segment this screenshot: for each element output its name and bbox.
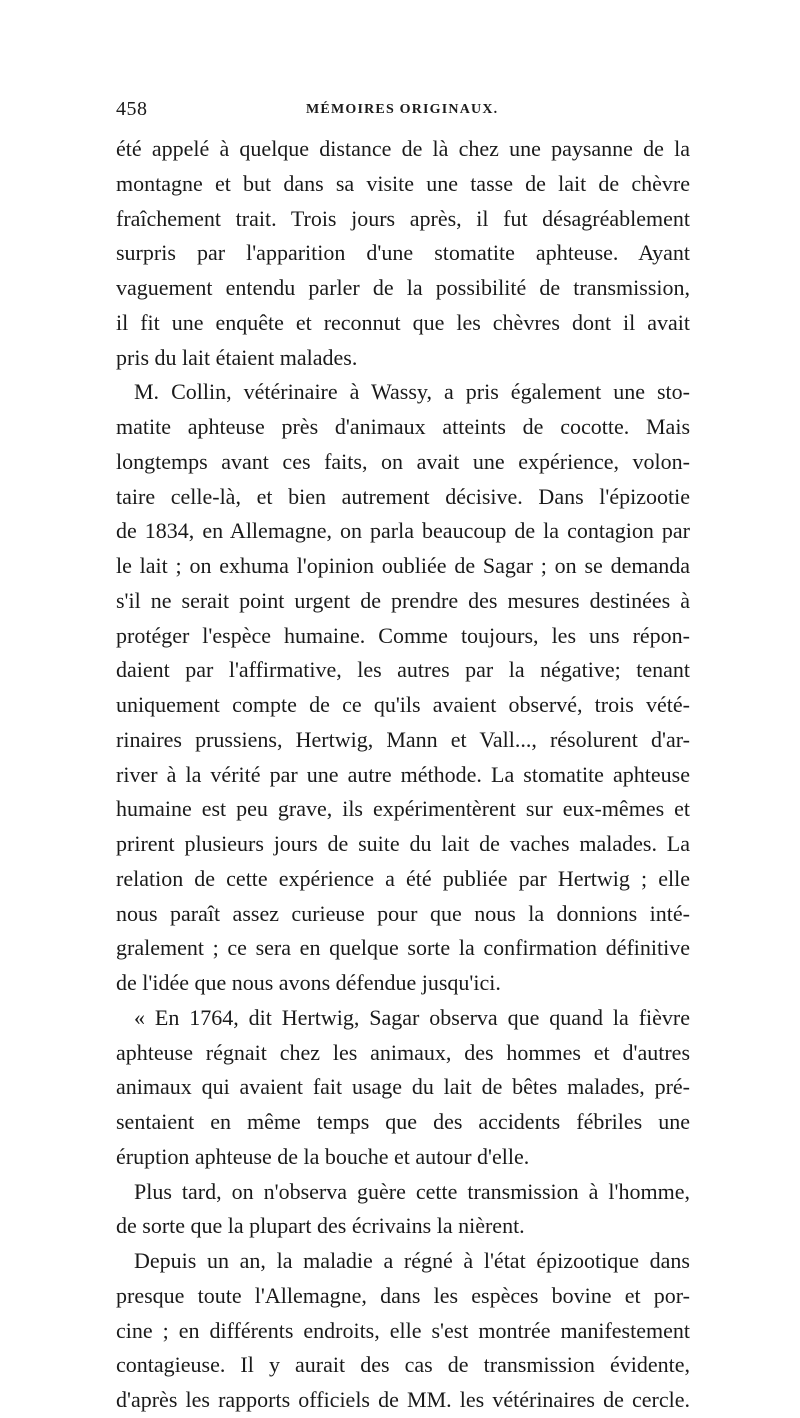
text-line: « En 1764, dit Hertwig, Sagar observa que quand la fièvre: [134, 1004, 690, 1030]
text-line: aphteuse régnait chez les animaux, des hommes et d'autres: [116, 1039, 690, 1065]
text-line: rinaires prussiens, Hertwig, Mann et Vall..., résolurent d'ar-: [116, 726, 690, 752]
text-line: le lait ; on exhuma l'opinion oubliée de Sagar ; on se demanda: [116, 553, 690, 578]
text-line: taire celle-là, et bien autrement décisive. Dans l'épizootie: [116, 483, 690, 509]
text-line: river à la vérité par une autre méthode. La stomatite aphteuse: [116, 761, 690, 787]
text-line: de 1834, en Allemagne, on parla beaucoup de la contagion par: [116, 518, 690, 544]
text-line: daient par l'affirmative, les autres par la négative; tenant: [116, 657, 690, 683]
text-line: fraîchement trait. Trois jours après, il fut désagréablement: [116, 205, 690, 231]
text-line: été appelé à quelque distance de là chez une paysanne de la: [116, 136, 690, 161]
text-line: longtemps avant ces faits, on avait une expérience, volon-: [116, 448, 690, 474]
text-line: prirent plusieurs jours de suite du lait de vaches malades. La: [116, 831, 690, 856]
text-line: relation de cette expérience a été publiée par Hertwig ; elle: [116, 865, 690, 891]
running-head: MÉMOIRES ORIGINAUX.: [306, 102, 499, 117]
text-line: humaine est peu grave, ils expérimentèrent sur eux-mêmes et: [116, 796, 690, 822]
text-line: M. Collin, vétérinaire à Wassy, a pris également une sto-: [134, 379, 690, 405]
text-line: contagieuse. Il y aurait des cas de transmission évidente,: [116, 1352, 690, 1378]
text-line: d'après les rapports officiels de MM. les vétérinaires de cercle.: [116, 1387, 690, 1412]
text-line: surpris par l'apparition d'une stomatite aphteuse. Ayant: [116, 240, 690, 266]
text-line: Depuis un an, la maladie a régné à l'état épizootique dans: [134, 1248, 690, 1273]
page-header: [116, 98, 686, 126]
text-line: uniquement compte de ce qu'ils avaient observé, trois vété-: [116, 692, 690, 717]
text-line: cine ; en différents endroits, elle s'est montrée manifestement: [116, 1317, 690, 1343]
text-line: animaux qui avaient fait usage du lait de bêtes malades, pré-: [116, 1074, 690, 1100]
page-number: 458: [116, 98, 148, 120]
text-line: il fit une enquête et reconnut que les chèvres dont il avait: [116, 309, 690, 335]
text-line: montagne et but dans sa visite une tasse de lait de chèvre: [116, 170, 690, 196]
text-line: sentaient en même temps que des accidents fébriles une: [116, 1109, 690, 1134]
body-text: [116, 132, 690, 1418]
text-line: matite aphteuse près d'animaux atteints de cocotte. Mais: [116, 414, 690, 439]
text-line: nous paraît assez curieuse pour que nous la donnions inté-: [116, 900, 690, 926]
text-line: pris du lait étaient malades.: [116, 344, 358, 370]
text-line: protéger l'espèce humaine. Comme toujours, les uns répon-: [116, 622, 690, 648]
text-line: gralement ; ce sera en quelque sorte la confirmation définitive: [116, 935, 690, 961]
text-line: s'il ne serait point urgent de prendre des mesures destinées à: [116, 587, 690, 613]
text-line: presque toute l'Allemagne, dans les espèces bovine et por-: [116, 1282, 690, 1308]
text-line: vaguement entendu parler de la possibilité de transmission,: [116, 275, 690, 300]
text-line: éruption aphteuse de la bouche et autour d'elle.: [116, 1143, 530, 1169]
text-line: de sorte que la plupart des écrivains la nièrent.: [116, 1213, 525, 1239]
text-line: Plus tard, on n'observa guère cette transmission à l'homme,: [134, 1178, 690, 1204]
text-line: de l'idée que nous avons défendue jusqu'ici.: [116, 970, 501, 995]
